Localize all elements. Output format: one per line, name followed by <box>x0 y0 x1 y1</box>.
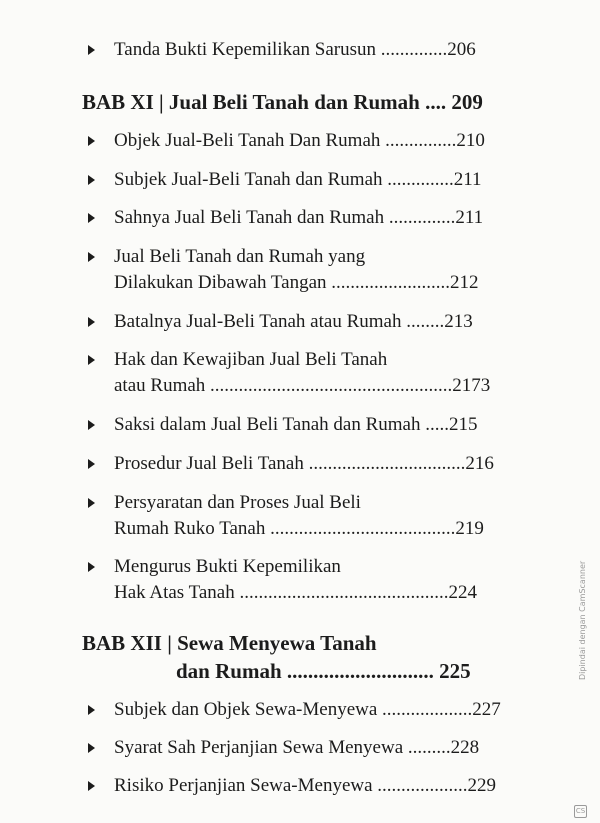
bullet-icon <box>88 45 95 55</box>
toc-entry-line: Persyaratan dan Proses Jual Beli <box>114 492 361 513</box>
bullet-icon <box>88 213 95 223</box>
bullet-icon <box>88 705 95 715</box>
toc-entry-line: Prosedur Jual Beli Tanah .................................216 <box>114 453 494 474</box>
bullet-icon <box>88 743 95 753</box>
toc-entry-line: Dilakukan Dibawah Tangan .........................212 <box>114 272 479 293</box>
toc-entry-line: atau Rumah ...................................................2173 <box>114 375 491 396</box>
chapter-heading: dan Rumah ............................ 225 <box>176 659 471 683</box>
bullet-icon <box>88 252 95 262</box>
toc-entry-line: Batalnya Jual-Beli Tanah atau Rumah ........213 <box>114 311 473 332</box>
bullet-icon <box>88 781 95 791</box>
bullet-icon <box>88 459 95 469</box>
toc-entry-line: Objek Jual-Beli Tanah Dan Rumah ...............210 <box>114 130 485 151</box>
toc-entry-line: Hak dan Kewajiban Jual Beli Tanah <box>114 349 388 370</box>
toc-entry-line: Rumah Ruko Tanah .......................................219 <box>114 518 484 539</box>
bullet-icon <box>88 136 95 146</box>
toc-entry-line: Subjek Jual-Beli Tanah dan Rumah ..............211 <box>114 169 482 190</box>
toc-entry-line: Syarat Sah Perjanjian Sewa Menyewa .........228 <box>114 737 480 758</box>
toc-entry-line: Tanda Bukti Kepemilikan Sarusun ..............206 <box>114 39 476 60</box>
bullet-icon <box>88 317 95 327</box>
bullet-icon <box>88 498 95 508</box>
chapter-heading: BAB XI | Jual Beli Tanah dan Rumah .... 209 <box>82 90 483 114</box>
toc-entry-line: Sahnya Jual Beli Tanah dan Rumah ..............211 <box>114 207 484 228</box>
toc-entry-line: Mengurus Bukti Kepemilikan <box>114 556 341 577</box>
scanner-watermark: Dipindai dengan CamScanner <box>578 560 587 680</box>
bullet-icon <box>88 420 95 430</box>
bullet-icon <box>88 175 95 185</box>
toc-entry-line: Saksi dalam Jual Beli Tanah dan Rumah .....215 <box>114 414 478 435</box>
camscanner-icon: CS <box>574 805 587 818</box>
toc-entry-line: Risiko Perjanjian Sewa-Menyewa ...................229 <box>114 775 497 796</box>
toc-entry-line: Hak Atas Tanah ............................................224 <box>114 582 477 603</box>
toc-entry-line: Subjek dan Objek Sewa-Menyewa ...................227 <box>114 699 501 720</box>
bullet-icon <box>88 355 95 365</box>
toc-entry-line: Jual Beli Tanah dan Rumah yang <box>114 246 366 267</box>
chapter-heading: BAB XII | Sewa Menyewa Tanah <box>82 631 377 655</box>
bullet-icon <box>88 562 95 572</box>
